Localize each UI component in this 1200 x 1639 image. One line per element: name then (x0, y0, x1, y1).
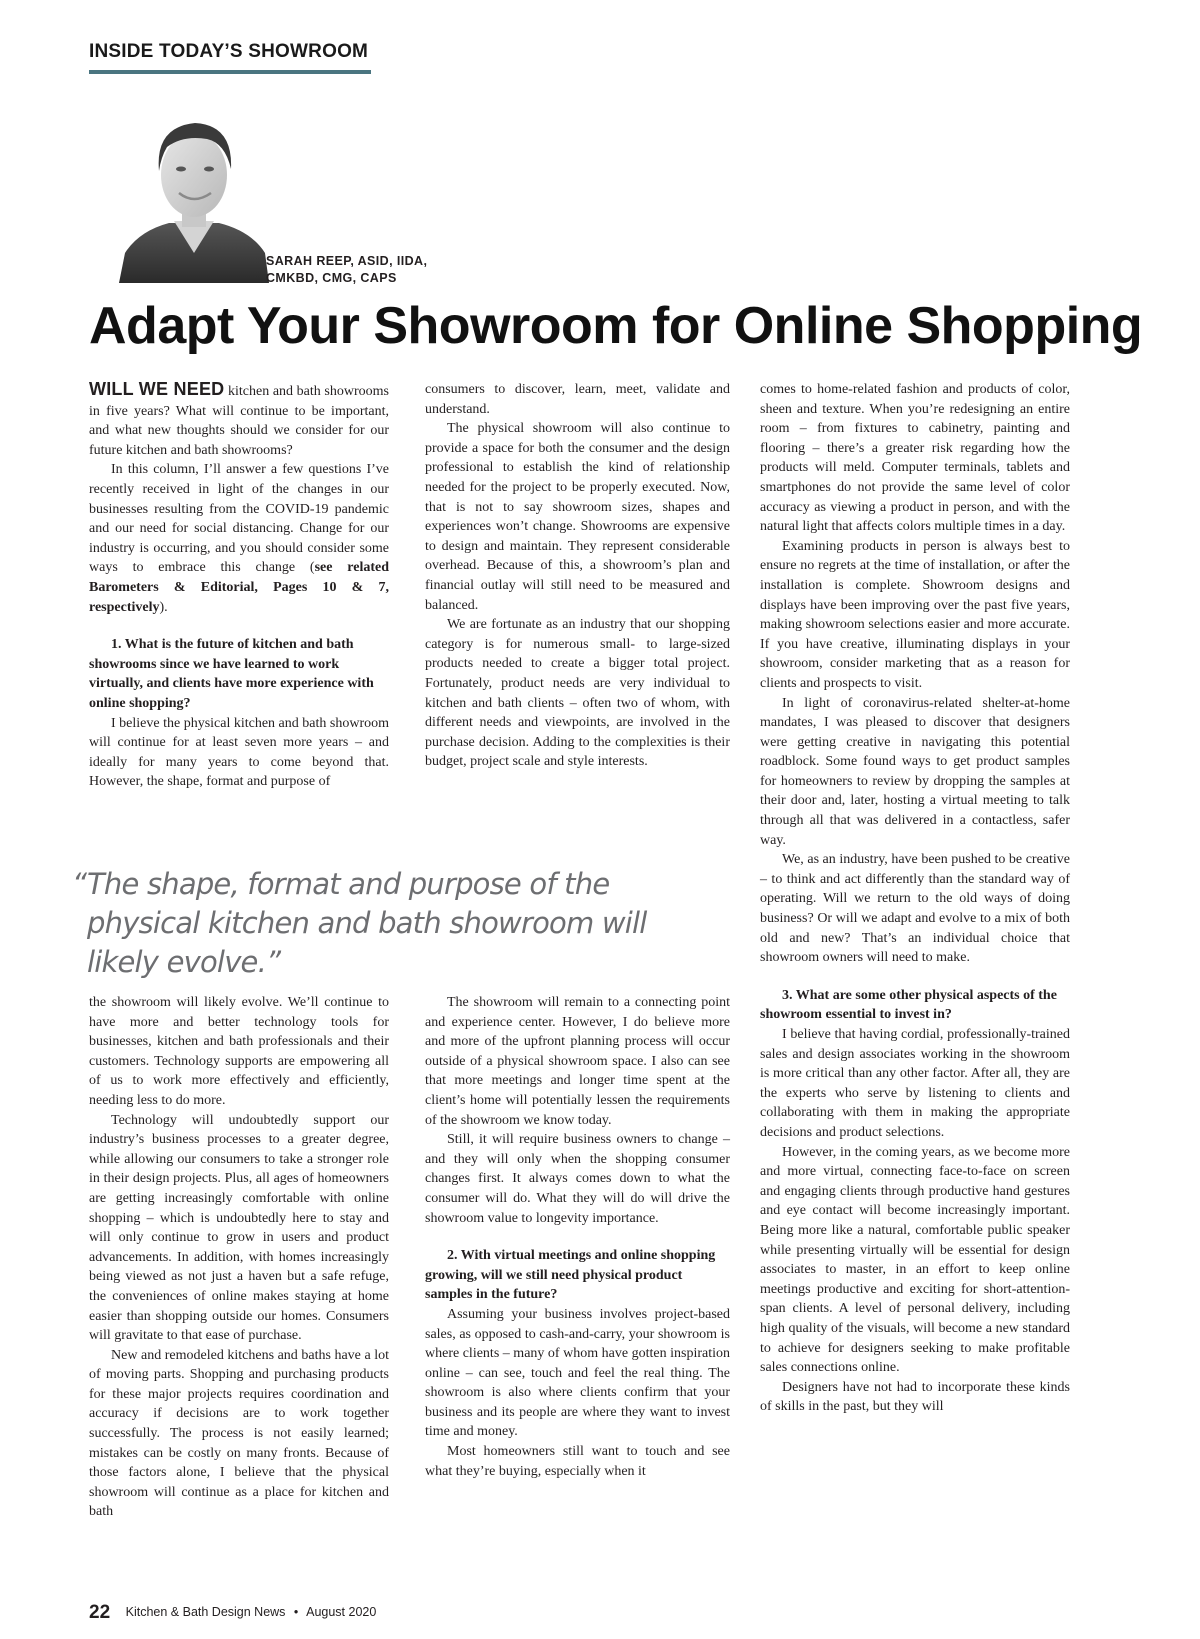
author-byline (266, 253, 427, 287)
paragraph: comes to home-related fashion and products of color, sheen and texture. When you’re redesigning an entire room – from fixtures to cabinetry, painting and flooring – there’s a greater risk regarding how the products will meld. Computer terminals, tablets and smartphones do not provide the same level of color accuracy as viewing a product in person, and with the natural light that affects colors multiple times in a day. (760, 382, 1070, 535)
paragraph: However, in the coming years, as we become more and more virtual, connecting face-to-face on screen and engaging clients through productive hand gestures and eye contact will become increasingly important. Being more like a natural, comfortable public speaker while presenting virtually will be essential for design associates to master, in an effort to keep online meetings productive and exciting for short-attention-span clients. A level of personal delivery, including high quality of the visuals, will become a new standard to achieve for designers seeking to make profitable sales connections online. (760, 1144, 1070, 1376)
pull-quote-open-mark: “ (72, 867, 87, 901)
paragraph (89, 460, 389, 617)
paragraph: The physical showroom will also continue to provide a space for both the consumer and the design professional to establish the kind of relationship needed for the project to be properly executed. Now, that is not to say showroom sizes, shapes and experiences won’t change. Showrooms are expensive to design and maintain. They represent considerable overhead. Because of this, a showroom’s plan and financial outlay will still need to be measured and balanced. (425, 421, 730, 613)
lead-in: WILL WE NEED (89, 379, 225, 399)
pull-quote-text: The shape, format and purpose of the physical kitchen and bath showroom will likely evolve.” (87, 867, 647, 979)
cross-reference: see related Barometers & Editorial, Pages 10 & 7, respectively (89, 560, 389, 615)
paragraph: I believe that having cordial, professionally-trained sales and design associates working in the showroom is more critical than any other factor. After all, they are the experts who serve by listening to clients and collaborating with them in making the appropriate decisions and product selections. (760, 1027, 1070, 1140)
column-3 (760, 380, 1070, 1417)
column-2-top (425, 380, 730, 772)
page-number: 22 (89, 1602, 111, 1623)
paragraph: The showroom will remain to a connecting point and experience center. However, I do believe more and more of the upfront planning process will occur outside of a physical showroom space. I also can see that more meetings and longer time spent at the client’s home will potentially lessen the requirements of the showroom we know today. (425, 995, 730, 1128)
paragraph-end: ). (159, 599, 168, 615)
paragraph: We, as an industry, have been pushed to be creative – to think and act differently than the standard way of operating. Will we return to the old ways of doing business? Or will we adapt and evolve to a mix of both old and new? That’s an individual choice that showroom owners will need to make. (760, 852, 1070, 966)
section-rule (89, 70, 371, 74)
paragraph-text: In this column, I’ll answer a few questions I’ve recently received in light of the changes in our businesses resulting from the COVID-19 pandemic and our need for social distancing. Change for our industry is occurring, and you should consider some ways to embrace this change ( (89, 462, 389, 576)
paragraph: Designers have not had to incorporate these kinds of skills in the past, but they will (760, 1379, 1070, 1415)
question-2: 2. With virtual meetings and online shopping growing, will we still need physical product samples in the future? (425, 1248, 716, 1303)
intro-paragraph (89, 380, 389, 460)
column-1-top (89, 380, 389, 792)
section-header: INSIDE TODAY’S SHOWROOM (89, 41, 369, 62)
paragraph: Most homeowners still want to touch and see what they’re buying, especially when it (425, 1444, 730, 1479)
byline-line-1: SARAH REEP, ASID, IIDA, (266, 254, 428, 268)
paragraph: Assuming your business involves project-based sales, as opposed to cash-and-carry, your showroom is where clients – many of whom have gotten inspiration online – can see, touch and feel the real thing. The showroom is also where clients confirm that your business and its people are where they want to invest time and money. (425, 1306, 730, 1440)
paragraph: In light of coronavirus-related shelter-at-home mandates, I was pleased to discover that designers were getting creative in navigating this potential roadblock. Some found ways to get product samples for homeowners to review by dropping the samples at their door and, later, hosting a virtual meeting to talk through all that was delivered in a contactless, safer way. (760, 695, 1070, 848)
paragraph: I believe the physical kitchen and bath showroom will continue for at least seven more years – and ideally for many years to come beyond that. However, the shape, format and purpose of (89, 715, 389, 790)
paragraph: consumers to discover, learn, meet, validate and understand. (425, 382, 730, 417)
author-photo (119, 113, 269, 283)
article-headline: Adapt Your Showroom for Online Shopping (89, 297, 1143, 355)
column-2-bottom (425, 993, 730, 1481)
paragraph: New and remodeled kitchens and baths have a lot of moving parts. Shopping and purchasing products for these major projects requires coordination and accuracy if decisions are to work together successfully. The process is not easily learned; mistakes can be costly on many fronts. Because of those factors alone, I believe that the physical showroom will continue as a place for kitchen and bath (89, 1347, 389, 1520)
issue-date: August 2020 (306, 1605, 377, 1619)
paragraph: Still, it will require business owners to change – and they will only when the shopping consumer changes first. It always comes down to what the consumer will do. What they will do will drive the showroom value to longevity importance. (425, 1132, 730, 1226)
intro-text: kitchen and bath showrooms in five years? What will continue to be important, and what new thoughts should we consider for our future kitchen and bath showrooms? (89, 384, 389, 458)
column-1-bottom (89, 993, 389, 1522)
page-footer (89, 1602, 376, 1624)
question-3: 3. What are some other physical aspects of the showroom essential to invest in? (760, 987, 1057, 1023)
paragraph: Technology will undoubtedly support our industry’s business processes to a greater degree, while allowing our consumers to take a stronger role in their design projects. Plus, all ages of homeowners are getting increasingly comfortable with online shopping – which is undoubtedly here to stay and will only continue to grow in users and product advancements. In addition, with homes increasingly being viewed as not just a haven but a safe refuge, the conveniences of online makes staying at home easier than shopping outside our homes. Consumers will gravitate to that ease of purchase. (89, 1112, 389, 1344)
paragraph: We are fortunate as an industry that our shopping category is for numerous small- to large-sized products needed to create a bigger total project. Fortunately, product needs are very individual to kitchen and bath clients – often two of whom, with different needs and viewpoints, are involved in the purchase decision. Adding to the complexities is their budget, project scale and style interests. (425, 617, 730, 770)
question-1: 1. What is the future of kitchen and bath showrooms since we have learned to work virtually, and clients have more experience with online shopping? (89, 637, 374, 711)
byline-line-2: CMKBD, CMG, CAPS (266, 271, 397, 285)
paragraph: the showroom will likely evolve. We’ll continue to have more and better technology tools for businesses, kitchen and bath professionals and their customers. Technology supports are empowering all of us to work more effectively and efficiently, needing less to do more. (89, 995, 389, 1108)
paragraph: Examining products in person is always best to ensure no regrets at the time of installation, or after the installation is complete. Showroom designs and displays have been improving over the past five years, making showroom selections easier and more accurate. If you have creative, illuminating displays in your showroom, consider marketing that as a reason for clients and prospects to visit. (760, 538, 1070, 691)
pull-quote (72, 865, 712, 982)
publication-name: Kitchen & Bath Design News (125, 1605, 286, 1619)
footer-separator: • (293, 1605, 299, 1619)
